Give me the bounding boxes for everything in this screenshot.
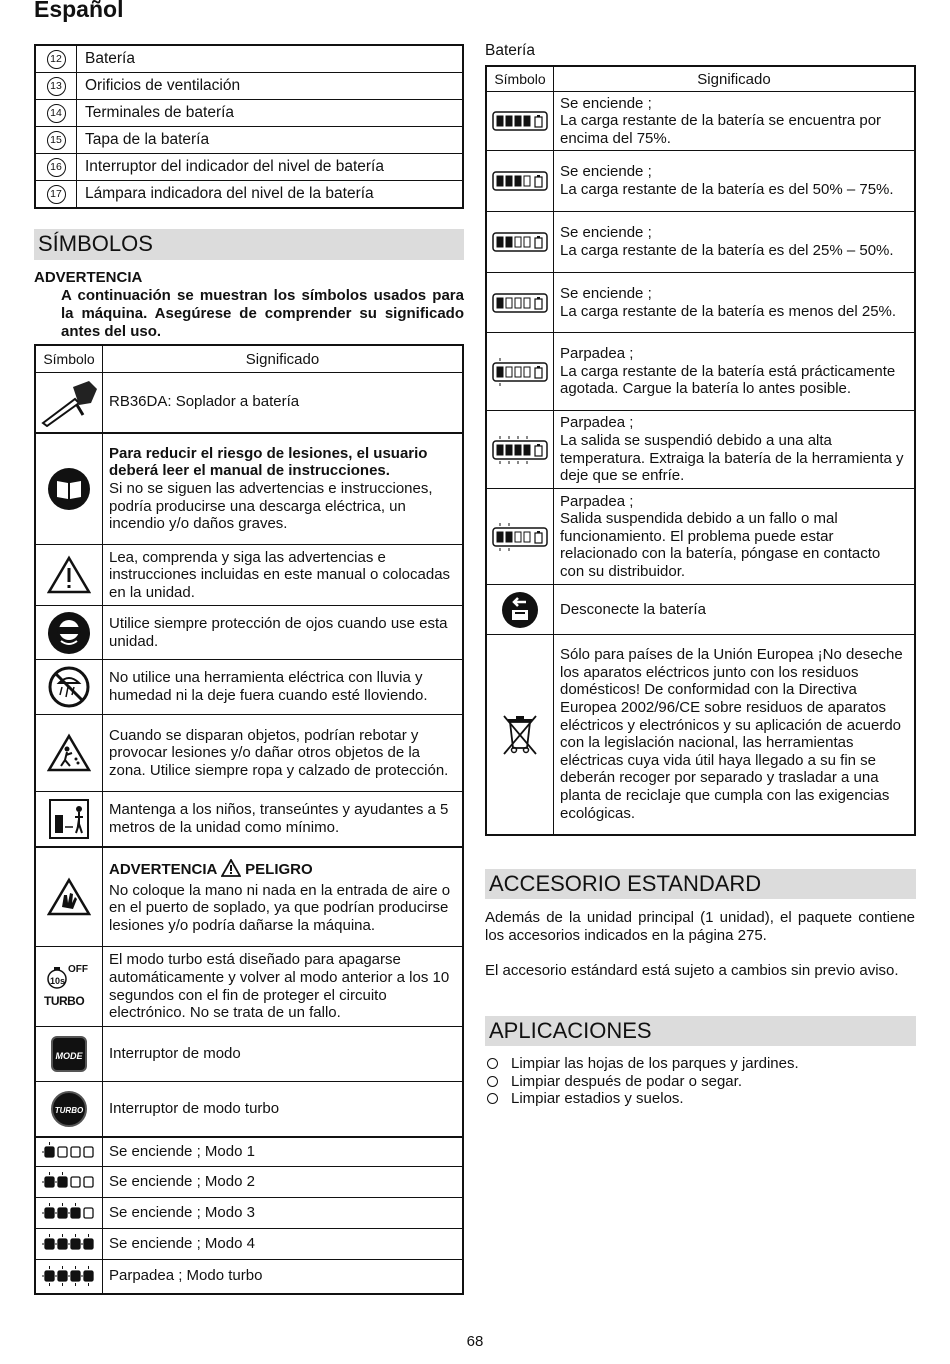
parts-row (35, 181, 463, 209)
list-item (485, 1055, 799, 1073)
battery-level-1-icon (486, 273, 554, 333)
part-number: 17 (47, 185, 66, 204)
symbol-meaning: No utilice una herramienta eléctrica con lluvia y humedad ni la deje fuera cuando esté lloviendo. (103, 660, 464, 715)
battery-meaning: Sólo para países de la Unión Europea ¡No deseche los aparatos eléctricos junto con los residuos domésticos! De conformidad con la Directiva Europea 2002/96/CE sobre residuos de aparatos eléctricos y electrónicos y su aplicación de acuerdo con la legislación nacional, las herramientas eléctricas cuya vida útil haya llegado a su fin se deberán recoger por separado y trasladar a una planta de reciclaje que cumpla con las exigencias ecológicas. (554, 635, 916, 835)
list-item (485, 1090, 799, 1108)
part-number: 12 (47, 50, 66, 69)
battery-meaning: La carga restante de la batería es del 50% – 75%. (560, 181, 894, 198)
battery-meaning: La carga restante de la batería está prácticamente agotada. Cargue la batería lo antes posible. (560, 362, 896, 398)
disconnect-battery-icon (487, 591, 553, 629)
mode-1-lamps-icon (35, 1137, 103, 1167)
blower-icon (36, 377, 102, 427)
battery-status: Se enciende ; (560, 94, 652, 112)
applications-list (485, 1055, 799, 1108)
symbol-meaning: Interruptor de modo turbo (103, 1082, 464, 1137)
mode-switch-icon: MODE (51, 1036, 87, 1072)
mode-4-lamps-icon (35, 1229, 103, 1260)
parts-row (35, 100, 463, 127)
weee-bin-icon (487, 712, 553, 756)
battery-meaning: La carga restante de la batería se encuentra por encima del 75%. (560, 112, 882, 147)
battery-status: Parpadea ; (560, 414, 634, 432)
turbo-switch-icon: TURBO (51, 1091, 87, 1127)
part-label: Interruptor del indicador del nivel de batería (77, 154, 464, 181)
warning-title: ADVERTENCIA (34, 269, 143, 286)
battery-meaning: La carga restante de la batería es menos del 25%. (560, 302, 897, 320)
parts-row (35, 45, 463, 73)
battery-meaning: La salida se suspendió debido a una alta temperatura. Extraiga la batería de la herramienta y deje que se enfríe. (560, 431, 904, 485)
warning-text: A continuación se muestran los símbolos usados para la máquina. Asegúrese de comprender su significado antes del uso. (61, 287, 464, 340)
battery-status: Se enciende ; (560, 163, 652, 181)
symbol-meaning: Mantenga a los niños, transeúntes y ayudantes a 5 metros de la unidad como mínimo. (103, 792, 464, 847)
part-number: 15 (47, 131, 66, 150)
parts-row (35, 154, 463, 181)
list-item (485, 1073, 799, 1091)
warning-label: ADVERTENCIA (109, 861, 217, 879)
list-item-text: Limpiar después de podar o segar. (511, 1072, 742, 1090)
applications-heading: APLICACIONES (485, 1016, 916, 1046)
symbol-meaning: Interruptor de modo (103, 1027, 464, 1082)
battery-blink-all-icon (486, 411, 554, 489)
mode-3-lamps-icon (35, 1198, 103, 1229)
battery-status: Parpadea ; (560, 345, 634, 363)
turbo-time-label: 10s (50, 976, 66, 987)
bullet-icon (487, 1093, 498, 1104)
part-number: 14 (47, 104, 66, 123)
flying-objects-icon (36, 733, 102, 773)
battery-status: Se enciende ; (560, 224, 652, 242)
parts-table (34, 44, 464, 209)
battery-status: Se enciende ; (560, 284, 652, 302)
accessory-paragraph-2: El accesorio estándard está sujeto a cambios sin previo aviso. (485, 962, 899, 979)
battery-status: Parpadea ; (560, 492, 634, 510)
battery-meaning: La carga restante de la batería es del 25% – 50%. (560, 242, 894, 259)
turbo-off-icon (44, 957, 94, 1011)
symbol-meaning-bold: Para reducir el riesgo de lesiones, el usuario deberá leer el manual de instrucciones. (109, 444, 428, 480)
hand-hazard-icon (36, 877, 102, 917)
part-label: Lámpara indicadora del nivel de la batería (77, 181, 464, 209)
danger-label: PELIGRO (245, 861, 313, 879)
col-symbol-header: Símbolo (486, 66, 554, 92)
turbo-lamps-icon (35, 1260, 103, 1294)
accessory-heading: ACCESORIO ESTANDARD (485, 869, 916, 899)
list-item-text: Limpiar estadios y suelos. (511, 1090, 684, 1107)
col-symbol-header: Símbolo (35, 345, 103, 373)
part-number: 13 (47, 77, 66, 96)
part-label: Tapa de la batería (77, 127, 464, 154)
symbol-meaning: El modo turbo está diseñado para apagarse automáticamente y volver al modo anterior a los 10 segundos con el fin de proteger el circuito electrónico. No se trata de un fallo. (103, 947, 464, 1027)
mode-2-lamps-icon (35, 1167, 103, 1198)
battery-caption: Batería (485, 42, 535, 59)
part-number: 16 (47, 158, 66, 177)
symbol-meaning: Cuando se disparan objetos, podrían rebotar y provocar lesiones y/o dañar otros objetos de la zona. Utilice siempre ropa y calzado de protección. (103, 715, 464, 792)
symbols-table (34, 344, 464, 1295)
part-label: Terminales de batería (77, 100, 464, 127)
list-item-text: Limpiar las hojas de los parques y jardines. (511, 1055, 799, 1072)
symbol-meaning: Se enciende ; Modo 3 (103, 1198, 464, 1229)
turbo-off-label: OFF (68, 964, 88, 976)
parts-row (35, 127, 463, 154)
part-label: Batería (85, 50, 135, 67)
accessory-paragraph-1: Además de la unidad principal (1 unidad), el paquete contiene los accesorios indicados en la página 275. (485, 909, 915, 944)
symbol-meaning: No coloque la mano ni nada en la entrada de aire o en el puerto de soplado, ya que podrían producirse lesiones y/o podría dañarse la máquina. (109, 881, 451, 934)
symbol-meaning: Si no se siguen las advertencias e instrucciones, podría producirse una descarga eléctrica, un incendio y/o daños graves. (109, 479, 433, 533)
battery-level-2-icon (486, 212, 554, 273)
turbo-label: TURBO (44, 994, 85, 1009)
eye-protection-icon (36, 611, 102, 655)
battery-meaning: Desconecte la batería (554, 585, 916, 635)
part-label: Orificios de ventilación (77, 73, 464, 100)
symbol-meaning: Utilice siempre protección de ojos cuando use esta unidad. (103, 606, 464, 660)
page-number: 68 (466, 1333, 484, 1350)
col-meaning-header: Significado (554, 66, 916, 92)
read-manual-icon (36, 467, 102, 511)
no-rain-icon (36, 665, 102, 709)
battery-level-4-icon (486, 92, 554, 151)
col-meaning-header: Significado (103, 345, 464, 373)
battery-table (485, 65, 916, 836)
symbol-meaning: Parpadea ; Modo turbo (103, 1260, 464, 1294)
language-title: Español (34, 0, 124, 22)
battery-meaning: Salida suspendida debido a un fallo o mal funcionamiento. El problema puede estar relacionado con la batería, póngase en contacto con su distribuidor. (560, 510, 881, 580)
warning-triangle-icon (221, 859, 241, 882)
symbol-meaning: Se enciende ; Modo 1 (103, 1137, 464, 1167)
parts-row (35, 73, 463, 100)
warning-triangle-icon (36, 555, 102, 595)
keep-distance-icon (36, 797, 102, 841)
symbol-meaning: Lea, comprenda y siga las advertencias e instrucciones incluidas en este manual o colocadas en la unidad. (103, 545, 464, 606)
symbol-meaning: Se enciende ; Modo 4 (103, 1229, 464, 1260)
symbols-heading: SÍMBOLOS (34, 229, 464, 260)
symbol-meaning: Se enciende ; Modo 2 (103, 1167, 464, 1198)
bullet-icon (487, 1058, 498, 1069)
battery-blink-1-icon (486, 333, 554, 411)
battery-blink-alt-icon (486, 489, 554, 585)
bullet-icon (487, 1076, 498, 1087)
symbol-meaning: RB36DA: Soplador a batería (103, 373, 464, 433)
battery-level-3-icon (486, 151, 554, 212)
